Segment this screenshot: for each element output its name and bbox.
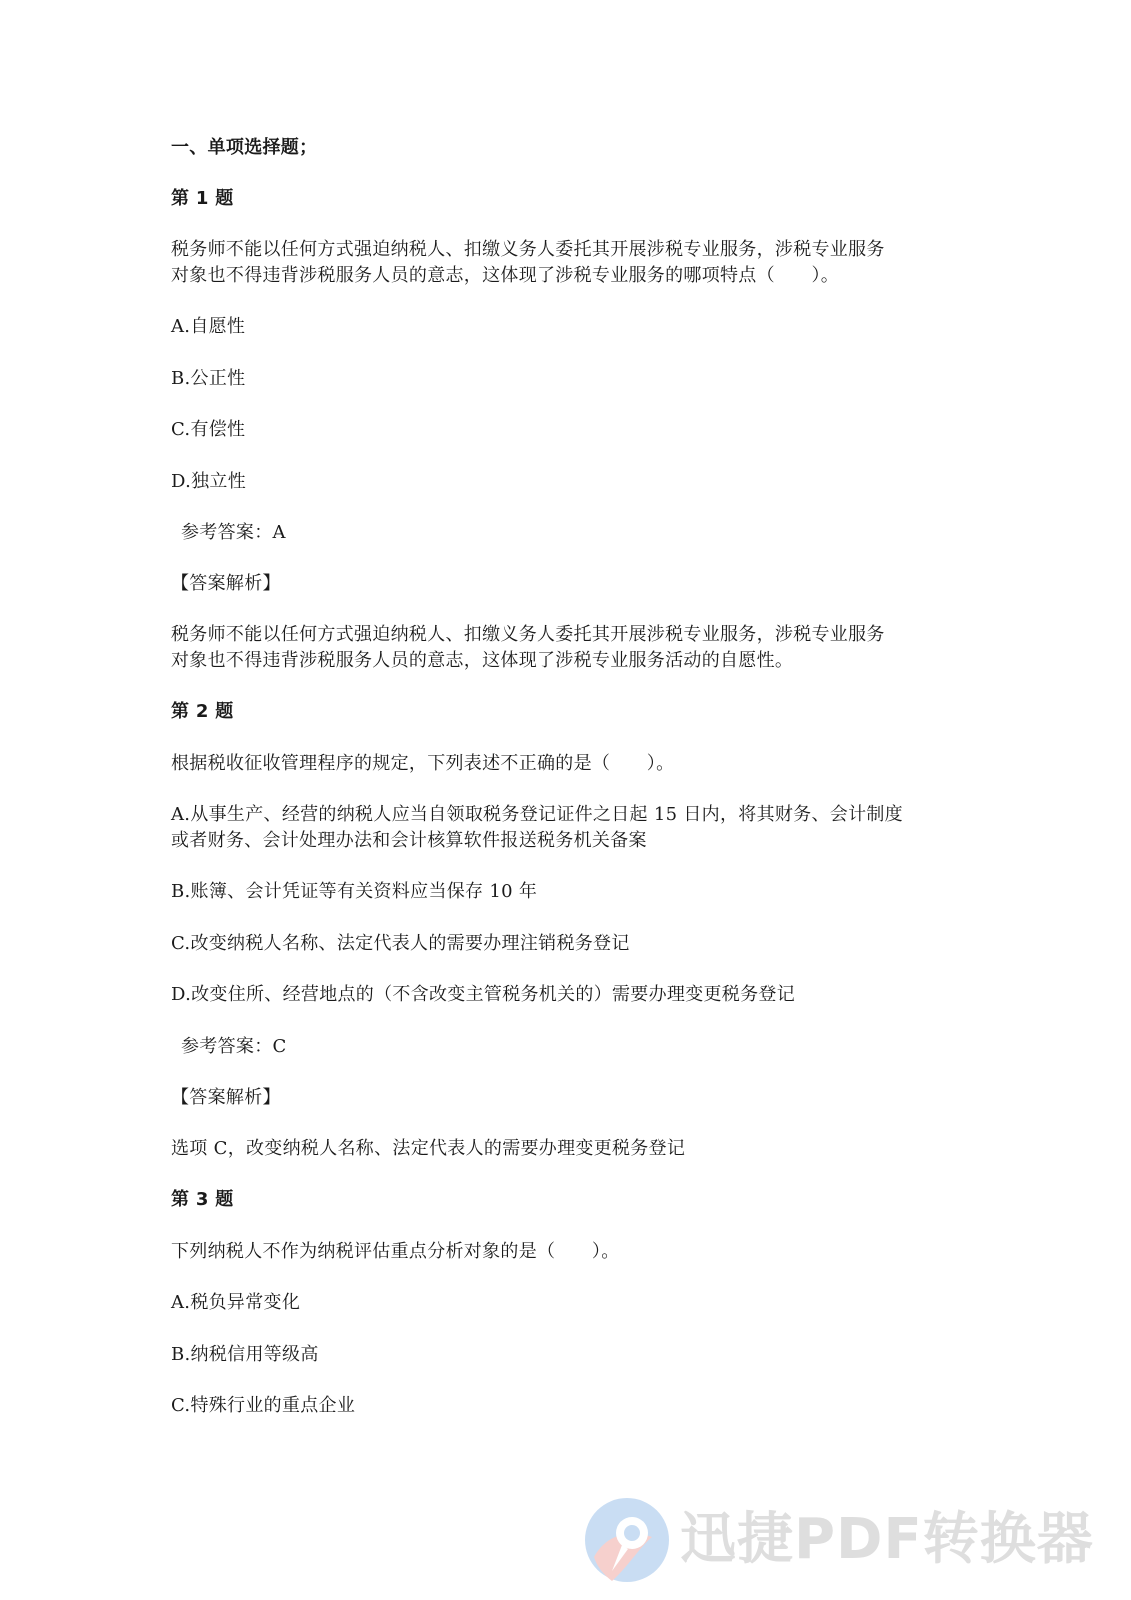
question-3-option-a: A.税负异常变化 (171, 1292, 301, 1313)
question-1-analysis-line-1: 税务师不能以任何方式强迫纳税人、扣缴义务人委托其开展涉税专业服务，涉税专业服务 (171, 624, 885, 645)
question-1-heading: 第 1 题 (171, 188, 234, 209)
question-1-option-c: C.有偿性 (171, 419, 246, 440)
question-1-analysis-label: 【答案解析】 (171, 573, 281, 594)
question-2-heading: 第 2 题 (171, 701, 234, 722)
question-2-option-c: C.改变纳税人名称、法定代表人的需要办理注销税务登记 (171, 933, 630, 954)
watermark-text: 迅捷PDF转换器 (680, 1507, 1094, 1572)
section-title: 一、单项选择题； (171, 137, 318, 158)
question-3-stem: 下列纳税人不作为纳税评估重点分析对象的是（ ）。 (171, 1241, 620, 1262)
question-1-analysis-line-2: 对象也不得违背涉税服务人员的意志，这体现了涉税专业服务活动的自愿性。 (171, 650, 794, 671)
xunjie-logo-icon (582, 1495, 672, 1585)
question-1-stem-line-2: 对象也不得违背涉税服务人员的意志，这体现了涉税专业服务的哪项特点（ ）。 (171, 265, 840, 286)
watermark (582, 1495, 1102, 1585)
question-1-option-d: D.独立性 (171, 471, 247, 492)
question-2-option-b: B.账簿、会计凭证等有关资料应当保存 10 年 (171, 881, 538, 902)
question-2-option-a-line-2: 或者财务、会计处理办法和会计核算软件报送税务机关备案 (171, 830, 647, 851)
question-1-stem-line-1: 税务师不能以任何方式强迫纳税人、扣缴义务人委托其开展涉税专业服务，涉税专业服务 (171, 239, 885, 260)
question-2-analysis: 选项 C，改变纳税人名称、法定代表人的需要办理变更税务登记 (171, 1138, 686, 1159)
question-2-answer: 参考答案：C (181, 1036, 287, 1057)
question-3-option-b: B.纳税信用等级高 (171, 1344, 319, 1365)
question-1-answer: 参考答案：A (181, 522, 286, 543)
question-2-analysis-label: 【答案解析】 (171, 1087, 281, 1108)
question-2-option-d: D.改变住所、经营地点的（不含改变主管税务机关的）需要办理变更税务登记 (171, 984, 796, 1005)
question-3-option-c: C.特殊行业的重点企业 (171, 1395, 356, 1416)
question-3-heading: 第 3 题 (171, 1189, 234, 1210)
question-2-stem: 根据税收征收管理程序的规定，下列表述不正确的是（ ）。 (171, 753, 675, 774)
question-2-option-a-line-1: A.从事生产、经营的纳税人应当自领取税务登记证件之日起 15 日内，将其财务、会计制度 (171, 804, 903, 825)
question-1-option-a: A.自愿性 (171, 316, 246, 337)
question-1-option-b: B.公正性 (171, 368, 246, 389)
